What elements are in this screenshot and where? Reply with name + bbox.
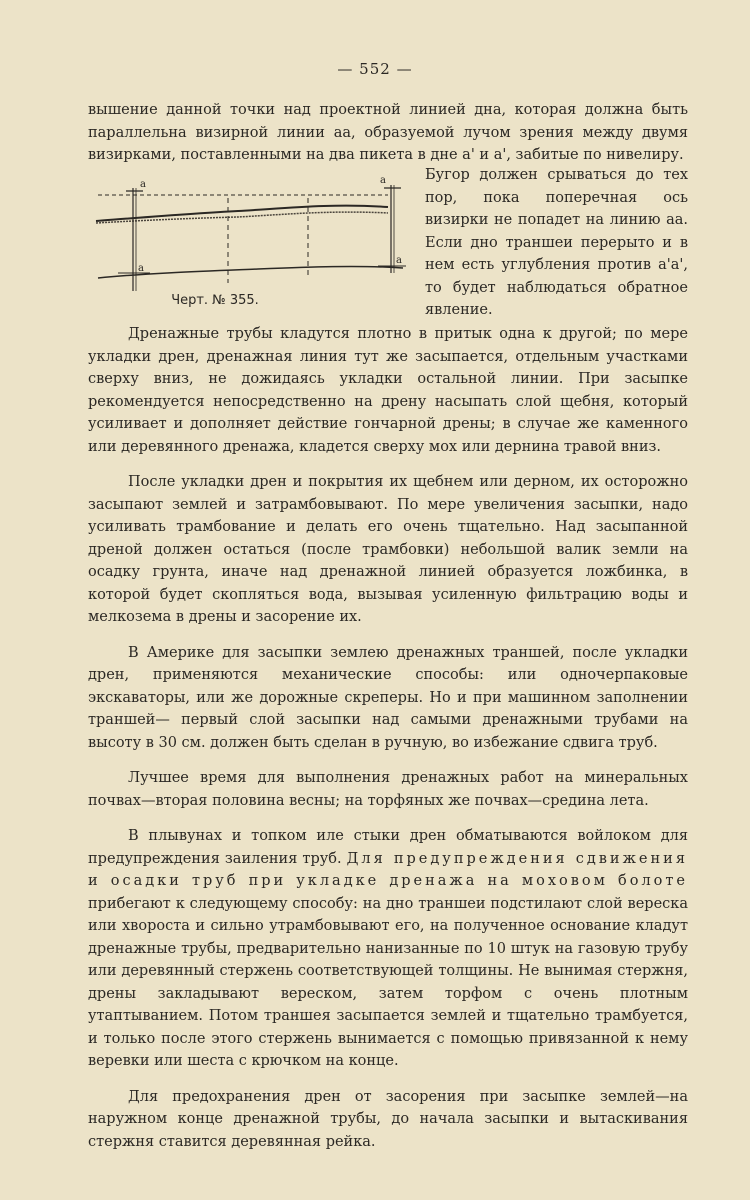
label-a-top-right: а: [380, 175, 386, 186]
side-text: [425, 164, 688, 322]
paragraph-5-emphasis: Для предупреждения сдвижения и осадки труб при укладке дренажа на моховом болоте: [88, 850, 688, 889]
paragraph-5-end: прибегают к следующему способу: на дно траншеи подстилают слой вереска или хвороста и сильно утрамбовывают его, на полученное основание кладут дренажные трубы, предварительно нанизанные по 10 штук на газовую трубу или деревянный стержень соответствующей толщины. Не вынимая стержня, дрены закладывают вереском, затем торфом с очень плотным утаптыванием. Потом траншея засыпается землей и тщательно трамбуется, и только после этого стержень вынимается с помощью привязанной к нему веревки или шеста с крючком на конце.: [88, 895, 688, 1069]
paragraph-1: Дренажные трубы кладутся плотно в притык одна к другой; по мере укладки дрен, дренажная линия тут же засыпается, отдельным участками сверху вниз, не дожидаясь укладки остальной линии. При засыпке рекомендуется непосредственно на дрену насыпать слой щебня, который усиливает и дополняет действие гончарной дрены; в случае же каменного или деревянного дренажа, кладется сверху мох или дернина травой вниз.: [88, 326, 688, 455]
intro-text: [88, 99, 688, 167]
paragraph-3: В Америке для засыпки землею дренажных траншей, после укладки дрен, применяются механические способы: или одночерпаковые экскаваторы, или же дорожные скреперы. Но и при машинном заполнении траншей— первый слой засыпки над самыми дренажными трубами на высоту в 30 см. должен быть сделан в ручную, во избежание сдвига труб.: [88, 644, 688, 751]
body-text: [88, 323, 688, 1166]
label-a-bottom-right: а: [396, 255, 402, 266]
intro-paragraph: вышение данной точки над проектной линией дна, которая должна быть параллельна визирной линии аа, образуемой лучом зрения между двумя визирками, поставленными на два пикета в дне а' и а', забитые по нивелиру.: [88, 102, 688, 163]
trench-diagram: [88, 173, 410, 293]
label-a-top-left: а: [140, 179, 146, 190]
paragraph-5: [88, 825, 688, 1073]
paragraph-2: После укладки дрен и покрытия их щебнем или дерном, их осторожно засыпают землей и затрамбовывают. По мере увеличения засыпки, надо усиливать трамбование и делать его очень тщательно. Над засыпанной дреной должен остаться (после трамбовки) небольшой валик земли на осадку грунта, иначе над дренажной линией образуется ложбинка, в которой будет скопляться вода, вызывая усиленную фильтрацию воды и мелкозема в дрены и засорение их.: [88, 474, 688, 625]
paragraph-5-start: В плывунах и топком иле стыки дрен обматываются войлоком для предупреждения заиления труб.: [88, 828, 688, 867]
paragraph-4: Лучшее время для выполнения дренажных работ на минеральных почвах—вторая половина весны; на торфяных же почвах—средина лета.: [88, 770, 688, 809]
page-number: — 552 —: [337, 60, 413, 78]
ground-surface: [96, 206, 388, 221]
label-a-bottom-left: а: [138, 263, 144, 274]
figure-caption: Черт. № 355.: [171, 293, 259, 308]
paragraph-6: Для предохранения дрен от засорения при засыпке землей—на наружном конце дренажной трубы, до начала засыпки и вытаскивания стержня ставится деревянная рейка.: [88, 1088, 688, 1150]
side-paragraph: Бугор должен срываться до тех пор, пока поперечная ось визирки не попадет на линию аа. Если дно траншеи перерыто и в нем есть углубления против а'а', то будет наблюдаться обратное явление.: [425, 167, 688, 318]
